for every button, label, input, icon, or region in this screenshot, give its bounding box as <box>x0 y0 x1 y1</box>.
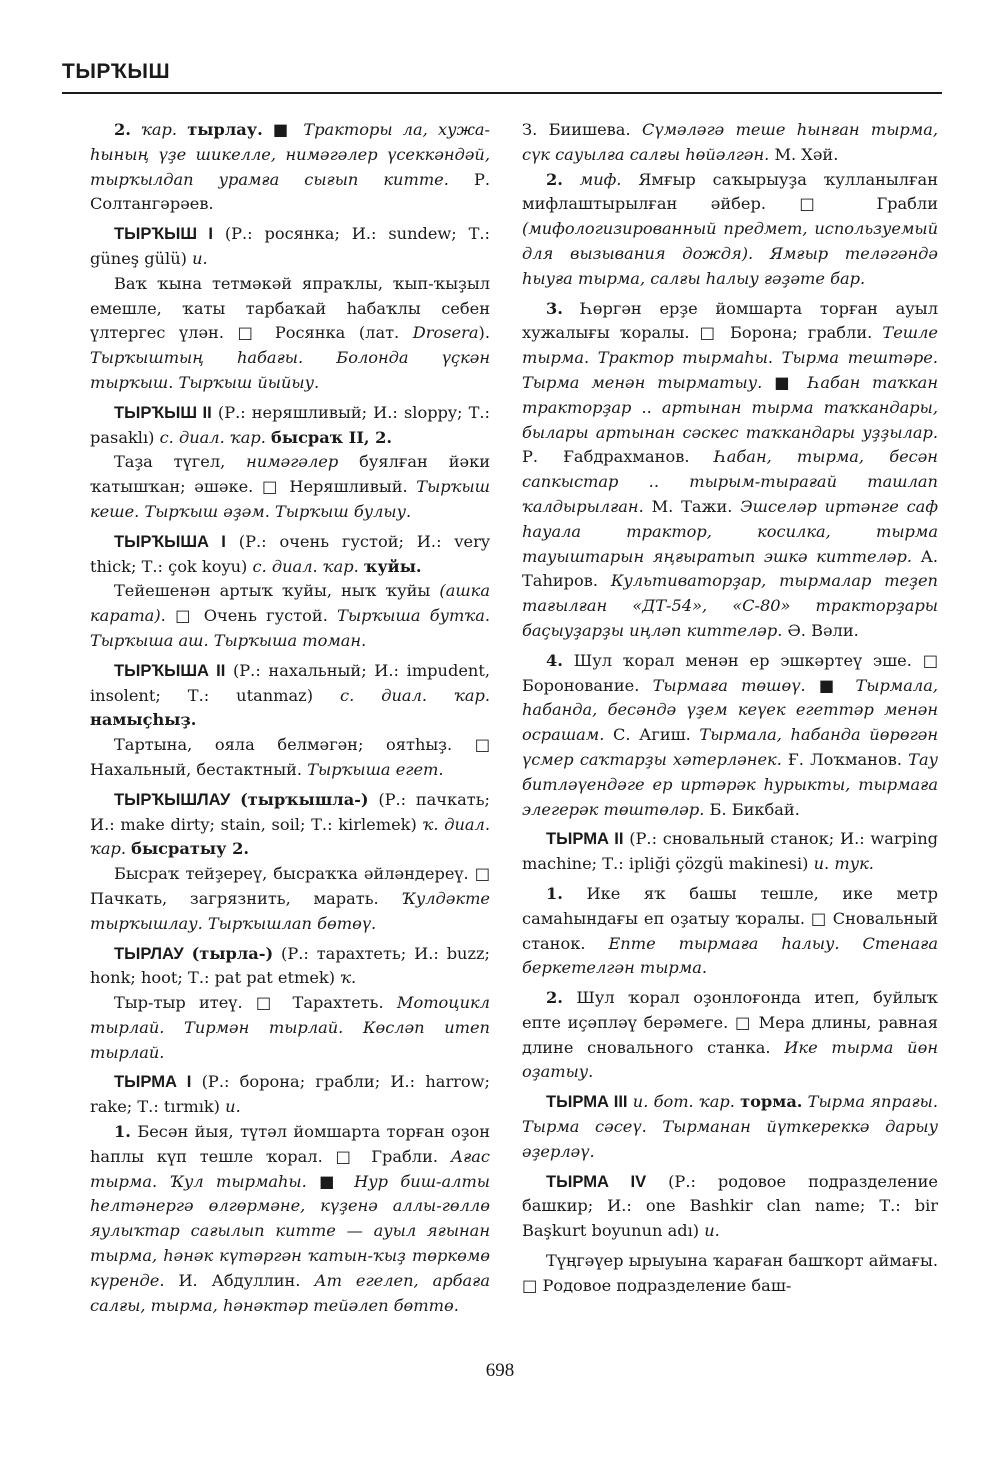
definition: Ваҡ ҡына тетмәкәй япраҡлы, ҡып-ҡыҙыл емешле, ҡаты тарбаҡай һабаҡлы себен үлтергес үлән. □ Росянка (лат. Drosera). Тырҡыштың һабағы. Болонда үҫкән тырҡыш. Тырҡыш йыйыу. <box>90 273 490 392</box>
entry-headword: ТЫРМА II (Р.: сновальный станок; И.: warping machine; Т.: ipliği çözgü makinesi) и. тук. <box>522 829 938 874</box>
entry-headword: ТЫРҠЫША I (Р.: очень густой; И.: very thick; Т.: çok koyu) с. диал. ҡар. ҡуйы. <box>90 531 490 576</box>
entry-headword: ТЫРҠЫШЛАУ (тырҡышла-) (Р.: пачкать; И.: make dirty; stain, soil; Т.: kirlemek) ҡ. диал. ҡар. бысратыу 2. <box>90 789 490 859</box>
definition: Тартына, ояла белмәгән; оятһыҙ. □ Нахальный, бестактный. Тырҡыша егет. <box>90 735 490 779</box>
left-column <box>90 118 490 1318</box>
right-column <box>522 118 938 1299</box>
definition: 4. Шул ҡорал менән ер эшкәртеү эше. □ Боронование. Тырмаға төшөү. ■ Тырмала, һабанда, бесәндә үҙем кеүек егеттәр менән осрашам. С. Агиш. Тырмала, һабанда йөрөгән үсмер саҡтарҙы хәтерләнек. Ғ. Лоҡманов. Тау битләүендәге ер иртәрәк һурыкты, тырмаға элегерәк төштөләр. Б. Бикбай. <box>522 650 938 819</box>
continuation: З. Биишева. Сүмәләгә теше һынған тырма, сүк сауылға салғы һөйәлгән. М. Хәй. <box>522 120 938 164</box>
entry-headword: ТЫРҠЫШ II (Р.: неряшливый; И.: sloppy; Т.: pasaklı) с. диал. ҡар. бысраҡ II, 2. <box>90 402 490 447</box>
entry-headword: ТЫРҠЫША II (Р.: нахальный; И.: impudent, insolent; Т.: utanmaz) с. диал. ҡар. намыҫһыҙ. <box>90 660 490 730</box>
sense-paragraph: 2. ҡар. тырлау. ■ Тракторы ла, хужа-һының үҙе шикелле, нимәгәлер үсеккәндәй, тырҡылдап урамға сығып китте. Р. Солтангәрәев. <box>90 120 490 214</box>
definition: 2. миф. Ямғыр саҡырыуҙа ҡулланылған мифлаштырылған әйбер. □ Грабли (мифологизированный предмет, используемый для вызывания дождя). Ямғыр теләгәндә һыуға тырма, салғы һалыу ғәҙәте бар. <box>522 169 938 288</box>
entry-headword: ТЫРМА IV (Р.: родовое подразделение башкир; И.: one Bashkir clan name; Т.: bir Başkurt boyunun adı) и. <box>522 1171 938 1241</box>
square-marker: ■ <box>774 372 797 392</box>
entry-headword: ТЫРЛАУ (тырла-) (Р.: тарахтеть; И.: buzz; honk; hoot; Т.: pat pat etmek) ҡ. <box>90 943 490 988</box>
running-head: ТЫРҠЫШ <box>62 60 171 83</box>
square-marker: ■ <box>319 1171 342 1191</box>
square-marker: ■ <box>818 675 843 695</box>
definition: Тейешенән артыҡ ҡуйы, ныҡ ҡуйы (ашка карата). □ Очень густой. Тырҡыша бутҡа. Тырҡыша аш. Тырҡыша томан. <box>90 581 490 650</box>
header-rule <box>62 92 942 94</box>
entry-headword: ТЫРМА I (Р.: борона; грабли; И.: harrow; rake; Т.: tırmık) и. <box>90 1072 490 1117</box>
definition: Таҙа түгел, нимәгәлер буялған йәки ҡатышҡан; әшәке. □ Неряшливый. Тырҡыш кеше. Тырҡыш әҙәм. Тырҡыш булыу. <box>90 452 490 521</box>
entry-headword: ТЫРҠЫШ I (Р.: росянка; И.: sundew; Т.: güneş gülü) и. <box>90 224 490 268</box>
definition: 1. Ике яҡ башы тешле, ике метр самаһындағы еп оҙатыу ҡоралы. □ Сновальный станок. Епте тырмаға һалыу. Стенаға беркетелгән тырма. <box>522 883 938 978</box>
page-number: 698 <box>485 1360 515 1381</box>
definition: Түңгәүер ырыуына ҡараған башҡорт аймағы. □ Родовое подразделение баш- <box>522 1251 938 1295</box>
definition: 2. Шул ҡорал оҙонлоғонда итеп, буйлыҡ епте иҫәпләү берәмеге. □ Мера длины, равная длине сновального станка. Ике тырма йөн оҙатыу. <box>522 988 938 1082</box>
definition: Тыр-тыр итеү. □ Тарахтеть. Мотоцикл тырлай. Тирмән тырлай. Көсләп итеп тырлай. <box>90 993 490 1062</box>
definition: Бысраҡ тейҙереү, бысраҡҡа әйләндереү. □ Пачкать, загрязнить, марать. Ҡулдәкте тырҡышлау. Тырҡышлап бөтөү. <box>90 864 490 933</box>
entry-headword: ТЫРМА III и. бот. ҡар. торма. Тырма япрағы. Тырма сәсеү. Тырманан йүткереккә дарыу әҙерләү. <box>522 1092 938 1161</box>
square-marker: ■ <box>272 120 294 139</box>
definition: 1. Бесән йыя, түтәл йомшарта торған оҙон һаплы күп тешле ҡорал. □ Грабли. Ағас тырма. Ҡул тырмаһы. ■ Нур биш-алты һелтәнергә өлгөрмәне, күҙенә аллы-гөллө яулыҡтар сағылып китте — ауыл яғынан тырма, һәнәк күтәргән ҡатын-ҡыҙ төркөмө күренде. И. Абдуллин. Ат егелеп, арбаға салғы, тырма, һәнәктәр тейәлеп бөттө. <box>90 1122 490 1315</box>
definition: 3. Һөргән ерҙе йомшарта торған ауыл хужалығы ҡоралы. □ Борона; грабли. Тешле тырма. Трактор тырмаһы. Тырма тештәре. Тырма менән тырматыу. ■ Һабан таҡкан тракторҙар .. артынан тырма таҡкандары, былары артынан сәскес таҡкандары уҙҙылар. Р. Ғабдрахманов. Һабан, тырма, бесән сапкыстар .. тырым-тырағай ташлап ҡалдырылған. М. Тажи. Эшселәр иртәнге саф һауала трактор, косилка, тырма тауыштарын яңғыратып эшкә киттеләр. А. Таһиров. Культиваторҙар, тырмалар теҙеп тағылған «ДТ-54», «С-80» тракторҙары баҫыуҙарҙы иңләп киттеләр. Ә. Вәли. <box>522 298 939 640</box>
